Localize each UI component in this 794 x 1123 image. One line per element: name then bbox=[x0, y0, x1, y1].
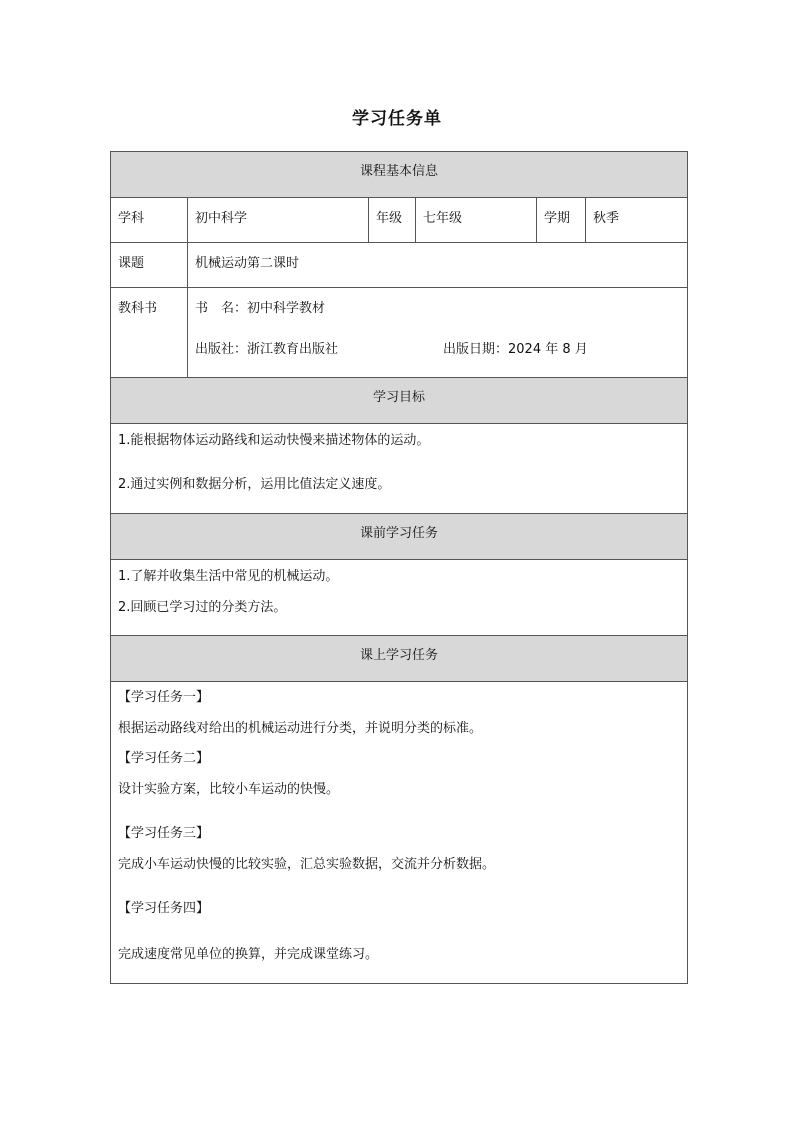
pre-class-item: 1.了解并收集生活中常见的机械运动。 bbox=[118, 569, 339, 584]
task-title: 【学习任务四】 bbox=[118, 901, 210, 916]
book-name: 书 名：初中科学教材 bbox=[195, 301, 326, 316]
grade-value: 七年级 bbox=[415, 198, 536, 242]
textbook-row bbox=[111, 287, 687, 377]
objectives-row bbox=[111, 423, 687, 513]
topic-row bbox=[111, 242, 687, 287]
topic-value: 机械运动第二课时 bbox=[187, 243, 687, 287]
topic-label: 课题 bbox=[118, 256, 145, 271]
task-title: 【学习任务三】 bbox=[118, 826, 210, 841]
pre-class-item: 2.回顾已学习过的分类方法。 bbox=[118, 600, 287, 615]
objectives-header: 学习目标 bbox=[111, 378, 687, 423]
in-class-header: 课上学习任务 bbox=[111, 636, 687, 681]
task-content: 完成小车运动快慢的比较实验，汇总实验数据，交流并分析数据。 bbox=[118, 857, 496, 872]
textbook-label: 教科书 bbox=[118, 301, 158, 316]
term-value: 秋季 bbox=[585, 198, 687, 242]
pre-class-row bbox=[111, 559, 687, 635]
in-class-row bbox=[111, 681, 687, 983]
grade-label: 年级 bbox=[368, 198, 415, 242]
task-title: 【学习任务一】 bbox=[118, 690, 210, 705]
in-class-header-row bbox=[111, 635, 687, 681]
basic-info-header-row bbox=[111, 152, 687, 197]
task-content: 根据运动路线对给出的机械运动进行分类，并说明分类的标准。 bbox=[118, 721, 483, 736]
pre-class-header-row bbox=[111, 513, 687, 559]
in-class-tasks bbox=[111, 682, 687, 983]
task-content: 设计实验方案，比较小车运动的快慢。 bbox=[118, 782, 340, 797]
task-sheet-table bbox=[110, 151, 688, 984]
objective-item: 1.能根据物体运动路线和运动快慢来描述物体的运动。 bbox=[118, 433, 430, 448]
basic-info-header: 课程基本信息 bbox=[111, 152, 687, 197]
task-content: 完成速度常见单位的换算，并完成课堂练习。 bbox=[118, 947, 379, 962]
subject-value: 初中科学 bbox=[187, 198, 368, 242]
task-title: 【学习任务二】 bbox=[118, 751, 210, 766]
objectives-header-row bbox=[111, 377, 687, 423]
pre-class-list bbox=[111, 560, 687, 635]
term-label: 学期 bbox=[536, 198, 585, 242]
page-title: 学习任务单 bbox=[352, 109, 442, 129]
subject-label: 学科 bbox=[118, 211, 145, 226]
pre-class-header: 课前学习任务 bbox=[111, 514, 687, 559]
subject-row bbox=[111, 197, 687, 242]
objectives-list bbox=[111, 424, 687, 513]
publisher: 出版社：浙江教育出版社 bbox=[195, 342, 339, 357]
objective-item: 2.通过实例和数据分析，运用比值法定义速度。 bbox=[118, 477, 391, 492]
publish-date: 出版日期：2024 年 8 月 bbox=[443, 342, 588, 357]
textbook-details bbox=[187, 288, 687, 377]
